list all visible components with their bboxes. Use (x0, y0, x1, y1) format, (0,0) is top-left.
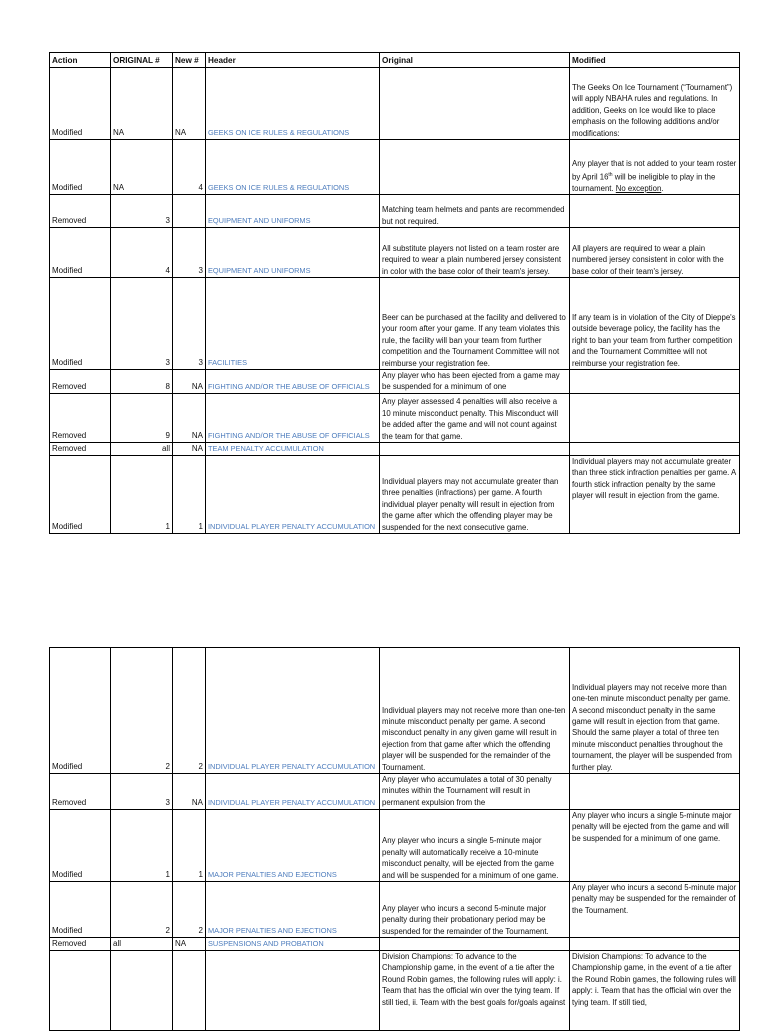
table-row (50, 774, 740, 810)
action-cell: Removed (50, 774, 111, 810)
modified-text-cell: Individual players may not receive more than one-ten minute misconduct penalty per game. A second misconduct penalty in the same game will result in ejection from that game. Should the same player a total of three ten minute misconduct penalties throughout the tournament, the player will be suspended from further play. (570, 648, 740, 774)
action-cell: Removed (50, 394, 111, 443)
header-cell: EQUIPMENT AND UNIFORMS (206, 228, 380, 278)
original-num-cell: 1 (111, 810, 173, 882)
modified-text-cell (570, 195, 740, 228)
new-num-cell: NA (173, 68, 206, 140)
table-row (50, 443, 740, 456)
rules-changes-table-2 (49, 647, 740, 1031)
header-cell: INDIVIDUAL PLAYER PENALTY ACCUMULATION (206, 774, 380, 810)
action-cell: Removed (50, 938, 111, 951)
modified-text-part: Any player that is not added to your team roster by April 16 (572, 159, 737, 182)
original-num-cell: 3 (111, 195, 173, 228)
new-num-cell: 2 (173, 882, 206, 938)
modified-text-cell (570, 443, 740, 456)
header-cell: GEEKS ON ICE RULES & REGULATIONS (206, 140, 380, 195)
original-text-cell: Matching team helmets and pants are recommended but not required. (380, 195, 570, 228)
original-num-cell: 2 (111, 648, 173, 774)
new-num-cell: NA (173, 774, 206, 810)
modified-text-cell: Any player who incurs a single 5-minute major penalty will be ejected from the game and will be suspended for a minimum of one game. (570, 810, 740, 882)
new-num-cell: NA (173, 370, 206, 394)
original-num-cell: NA (111, 68, 173, 140)
original-text-cell: Individual players may not accumulate greater than three penalties (infractions) per game. A fourth individual player penalty will result in ejection from the game after which the offending player may be suspended for the next consecutive game. (380, 456, 570, 534)
modified-text-cell: Any player who incurs a second 5-minute major penalty may be suspended for the remainder of the Tournament. (570, 882, 740, 938)
action-cell: Removed (50, 195, 111, 228)
table-row (50, 951, 740, 1031)
original-text: Any player who has been ejected from a game may be suspended for a minimum of one (382, 371, 560, 392)
original-text-cell: Division Champions: To advance to the Championship game, in the event of a tie after the Round Robin games, the following rules will apply: i. Team that has the official win over the tying team. If still tied, ii. Team with the best goals for/goals against (380, 951, 570, 1031)
original-text: Any player assessed 4 penalties will also receive a 10 minute misconduct penalty. This Misconduct will be added after the game and will not count against the team for that game. (382, 397, 559, 441)
action-cell: Removed (50, 370, 111, 394)
original-num-cell: 2 (111, 882, 173, 938)
new-num-cell: 1 (173, 810, 206, 882)
action-cell: Modified (50, 228, 111, 278)
header-cell: GEEKS ON ICE RULES & REGULATIONS (206, 68, 380, 140)
new-num-cell (173, 195, 206, 228)
modified-text-cell: Division Champions: To advance to the Championship game, in the event of a tie after the Round Robin games, the following rules will apply: i. Team that has the official win over the tying team. If still tied, (570, 951, 740, 1031)
table-header-row (50, 53, 740, 68)
modified-text-cell: Individual players may not accumulate greater than three stick infraction penalties per game. A fourth stick infraction penalty by the same player will result in ejection from the game. (570, 456, 740, 534)
header-cell: FIGHTING AND/OR THE ABUSE OF OFFICIALS (206, 370, 380, 394)
original-text-cell: Beer can be purchased at the facility and delivered to your room after your game. If any team violates this rule, the facility will ban your team from further competition and the Tournament Committee will not reimburse your registration fee. (380, 278, 570, 370)
original-text: All substitute players not listed on a team roster are required to wear a plain numbered jersey consistent in color with the base color of their team's jersey. (382, 243, 561, 276)
action-cell (50, 951, 111, 1031)
original-num-cell: all (111, 938, 173, 951)
action-cell: Modified (50, 810, 111, 882)
modified-text-cell (570, 140, 740, 195)
header-cell (206, 951, 380, 1031)
modified-text-cell (570, 938, 740, 951)
header-cell: MAJOR PENALTIES AND EJECTIONS (206, 882, 380, 938)
header-cell: INDIVIDUAL PLAYER PENALTY ACCUMULATION (206, 456, 380, 534)
header-cell: FACILITIES (206, 278, 380, 370)
new-num-cell (173, 951, 206, 1031)
new-num-cell: 2 (173, 648, 206, 774)
underlined-text: No exception (615, 183, 662, 193)
table-row (50, 228, 740, 278)
original-text-cell (380, 443, 570, 456)
modified-text-cell: All players are required to wear a plain numbered jersey consistent in color with the base color of their team's jersey. (570, 228, 740, 278)
original-num-cell: 3 (111, 774, 173, 810)
action-cell: Modified (50, 140, 111, 195)
original-num-cell: 9 (111, 394, 173, 443)
table-row (50, 938, 740, 951)
table-row (50, 648, 740, 774)
action-cell: Modified (50, 68, 111, 140)
col-header-new-num: New # (173, 53, 206, 68)
modified-text-cell (570, 774, 740, 810)
original-text-cell (380, 228, 570, 278)
rules-changes-table-1 (49, 52, 740, 534)
modified-text-part: . (661, 183, 664, 193)
new-num-cell: NA (173, 394, 206, 443)
new-num-cell: 3 (173, 278, 206, 370)
col-header-header: Header (206, 53, 380, 68)
modified-text-cell (570, 394, 740, 443)
original-text: Any player who accumulates a total of 30 penalty minutes within the Tournament will result in permanent expulsion from the (382, 775, 552, 807)
new-num-cell: 3 (173, 228, 206, 278)
new-num-cell: NA (173, 443, 206, 456)
table-row (50, 882, 740, 938)
header-cell: EQUIPMENT AND UNIFORMS (206, 195, 380, 228)
table-row (50, 195, 740, 228)
header-cell: SUSPENSIONS AND PROBATION (206, 938, 380, 951)
superscript-text: th (608, 171, 613, 178)
original-text-cell: Individual players may not receive more than one-ten minute misconduct penalty per game. A second misconduct penalty in any given game will result in ejection from that game after which the offending player will be suspended for the remainder of the Tournament. (380, 648, 570, 774)
action-cell: Removed (50, 443, 111, 456)
modified-text-cell (570, 370, 740, 394)
col-header-modified: Modified (570, 53, 740, 68)
original-text-cell (380, 370, 570, 394)
modified-text-part: will be ineligible to play in the tournament. (572, 172, 716, 193)
original-text-cell (380, 774, 570, 810)
col-header-action: Action (50, 53, 111, 68)
header-cell: MAJOR PENALTIES AND EJECTIONS (206, 810, 380, 882)
table-row (50, 278, 740, 370)
new-num-cell: 4 (173, 140, 206, 195)
table-row (50, 394, 740, 443)
original-num-cell (111, 951, 173, 1031)
new-num-cell: NA (173, 938, 206, 951)
table-row (50, 68, 740, 140)
original-num-cell: 3 (111, 278, 173, 370)
original-num-cell: 1 (111, 456, 173, 534)
header-cell: INDIVIDUAL PLAYER PENALTY ACCUMULATION (206, 648, 380, 774)
table-row (50, 456, 740, 534)
original-text-cell (380, 394, 570, 443)
original-num-cell: all (111, 443, 173, 456)
col-header-original: Original (380, 53, 570, 68)
original-text-cell: Any player who incurs a single 5-minute major penalty will automatically receive a 10-minute misconduct penalty, will be ejected from the game and will be suspended for a minimum of one game. (380, 810, 570, 882)
modified-text-cell: If any team is in violation of the City of Dieppe's outside beverage policy, the facility has the right to ban your team from further competition and the Tournament Committee will not reimburse your registration fee. (570, 278, 740, 370)
action-cell: Modified (50, 882, 111, 938)
col-header-original-num: ORIGINAL # (111, 53, 173, 68)
original-text-cell (380, 68, 570, 140)
original-text-cell (380, 140, 570, 195)
header-cell: TEAM PENALTY ACCUMULATION (206, 443, 380, 456)
original-text-cell (380, 938, 570, 951)
original-num-cell: 8 (111, 370, 173, 394)
action-cell: Modified (50, 278, 111, 370)
action-cell: Modified (50, 648, 111, 774)
header-cell: FIGHTING AND/OR THE ABUSE OF OFFICIALS (206, 394, 380, 443)
table-row (50, 810, 740, 882)
table-row (50, 370, 740, 394)
original-num-cell: 4 (111, 228, 173, 278)
table-row (50, 140, 740, 195)
modified-text-cell: The Geeks On Ice Tournament (“Tournament”) will apply NBAHA rules and regulations. In addition, Geeks on Ice would like to place emphasis on the following additions and/or modifications: (570, 68, 740, 140)
new-num-cell: 1 (173, 456, 206, 534)
original-text-cell: Any player who incurs a second 5-minute major penalty during their probationary period may be suspended for the remainder of the Tournament. (380, 882, 570, 938)
original-num-cell: NA (111, 140, 173, 195)
action-cell: Modified (50, 456, 111, 534)
